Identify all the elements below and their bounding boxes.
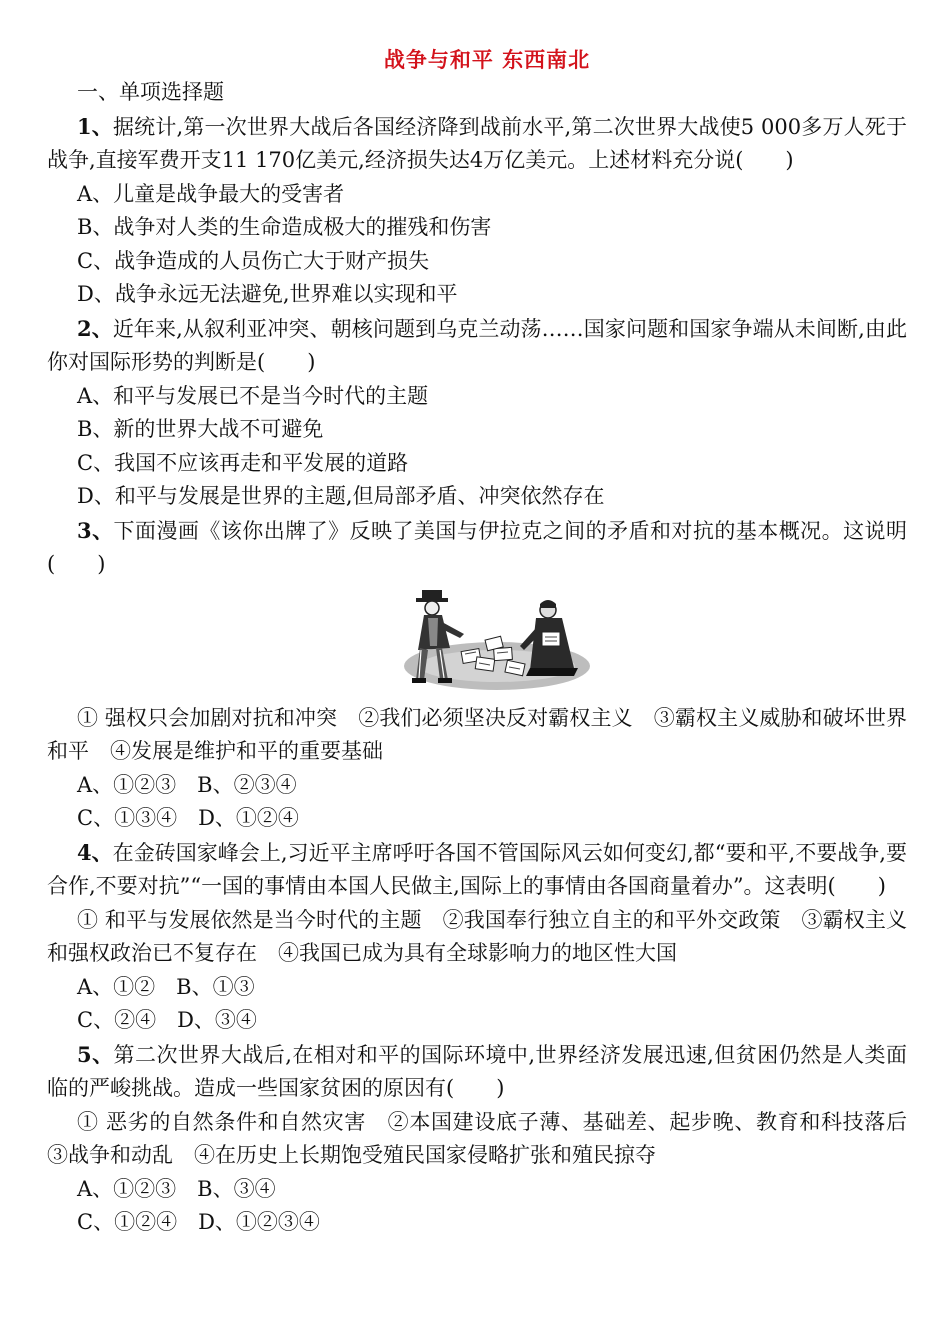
option-cd: C、②④ D、③④: [77, 1008, 257, 1032]
question-3-statements: ① 强权只会加剧对抗和冲突 ②我们必须坚决反对霸权主义 ③霸权主义威胁和破坏世界和平 ④发展是维护和平的重要基础: [47, 705, 907, 763]
question-1: [47, 110, 907, 178]
question-stem: 据统计,第一次世界大战后各国经济降到战前水平,第二次世界大战使5 000多万人死于战争,直接军费开支11 170亿美元,经济损失达4万亿美元。上述材料充分说( ): [47, 114, 907, 172]
question-number: 4、: [77, 839, 113, 865]
option-ab: A、①②③ B、③④: [77, 1176, 276, 1201]
question-number: 5、: [77, 1041, 114, 1067]
question-number: 1、: [77, 113, 113, 139]
section-heading: 一、单项选择题: [77, 80, 224, 104]
question-5: [47, 1038, 907, 1106]
question-4: [47, 836, 907, 904]
question-stem: 下面漫画《该你出牌了》反映了美国与伊拉克之间的矛盾和对抗的基本概况。这说明( ): [47, 518, 907, 576]
question-number: 3、: [77, 517, 114, 543]
question-stem: 在金砖国家峰会上,习近平主席呼吁各国不管国际风云如何变幻,都“要和平,不要战争,要合作,不要对抗”“一国的事情由本国人民做主,国际上的事情由各国商量着办”。这表明( ): [47, 840, 907, 898]
option-cd: C、①②④ D、①②③④: [77, 1210, 320, 1234]
question-number: 2、: [77, 315, 113, 341]
option-ab: A、①②③ B、②③④: [77, 772, 297, 797]
option-cd: C、①③④ D、①②④: [77, 806, 299, 830]
option-c: C、战争造成的人员伤亡大于财产损失: [77, 248, 430, 273]
option-c: C、我国不应该再走和平发展的道路: [77, 450, 409, 475]
cartoon-figure: [47, 582, 907, 702]
question-4-statements: ① 和平与发展依然是当今时代的主题 ②我国奉行独立自主的和平外交政策 ③霸权主义和强权政治已不复存在 ④我国已成为具有全球影响力的地区性大国: [47, 907, 907, 965]
option-b: B、战争对人类的生命造成极大的摧残和伤害: [77, 215, 492, 239]
option-d: D、战争永远无法避免,世界难以实现和平: [77, 282, 458, 306]
option-d: D、和平与发展是世界的主题,但局部矛盾、冲突依然存在: [77, 484, 605, 508]
cartoon-image: [402, 588, 592, 694]
document-page: [47, 44, 928, 1240]
question-3: [47, 514, 907, 582]
question-stem: 第二次世界大战后,在相对和平的国际环境中,世界经济发展迅速,但贫困仍然是人类面临的严峻挑战。造成一些国家贫困的原因有( ): [47, 1042, 907, 1100]
question-5-statements: ① 恶劣的自然条件和自然灾害 ②本国建设底子薄、基础差、起步晚、教育和科技落后 ③战争和动乱 ④在历史上长期饱受殖民国家侵略扩张和殖民掠夺: [47, 1109, 928, 1167]
option-a: A、儿童是战争最大的受害者: [77, 181, 345, 206]
option-ab: A、①② B、①③: [77, 974, 255, 999]
question-stem: 近年来,从叙利亚冲突、朝核问题到乌克兰动荡……国家问题和国家争端从未间断,由此你对国际形势的判断是( ): [47, 316, 907, 374]
option-b: B、新的世界大战不可避免: [77, 417, 324, 441]
option-a: A、和平与发展已不是当今时代的主题: [77, 383, 429, 408]
document-title: 战争与和平 东西南北: [383, 47, 591, 72]
question-2: [47, 312, 907, 380]
